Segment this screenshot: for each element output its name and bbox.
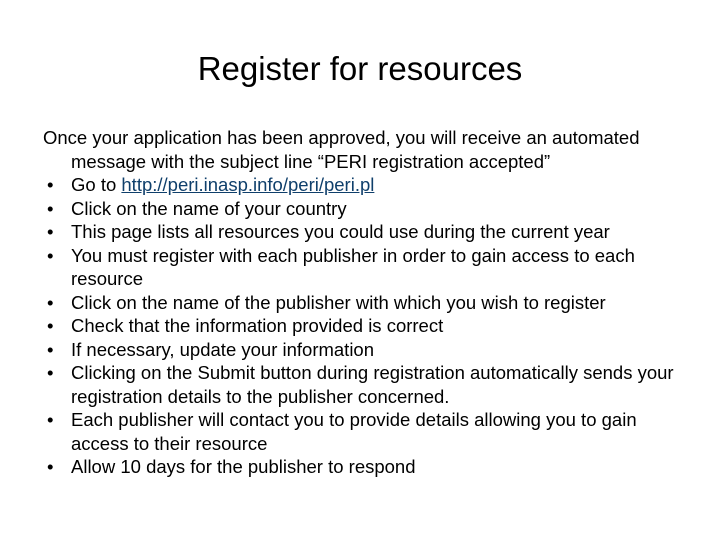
list-item (43, 455, 683, 479)
list-item (43, 408, 683, 455)
list-item-goto (43, 173, 683, 197)
bullet-icon: • (47, 409, 54, 430)
bullet-icon: • (47, 338, 54, 360)
bullet-icon: • (47, 174, 54, 195)
bullet-icon: • (47, 362, 54, 383)
peri-link[interactable]: http://peri.inasp.info/peri/peri.pl (121, 174, 375, 195)
bullet-icon: • (47, 197, 54, 219)
bullet-icon: • (47, 456, 54, 477)
list-item (43, 361, 683, 408)
list-item-text: You must register with each publisher in order to gain access to each resource (71, 244, 635, 289)
list-item (43, 244, 683, 291)
list-item-text: Allow 10 days for the publisher to respond (71, 456, 416, 477)
bullet-icon: • (47, 291, 54, 313)
bullet-list (43, 173, 683, 479)
goto-prefix: Go to (71, 174, 122, 195)
slide-body (43, 126, 683, 479)
list-item (43, 220, 683, 244)
list-item (43, 338, 683, 362)
list-item-text: Clicking on the Submit button during registration automatically sends your registration details to the publisher concerned. (71, 362, 674, 407)
list-item-text: This page lists all resources you could use during the current year (71, 221, 610, 242)
list-item (43, 197, 683, 221)
list-item (43, 314, 683, 338)
list-item-text: Check that the information provided is correct (71, 315, 444, 336)
intro-text: Once your application has been approved, you will receive an automated message with the subject line “PERI registration accepted” (43, 127, 640, 172)
bullet-icon: • (47, 315, 54, 336)
list-item (43, 291, 683, 315)
bullet-icon: • (47, 221, 54, 242)
slide-title: Register for resources (197, 50, 523, 87)
list-item-text: Each publisher will contact you to provide details allowing you to gain access to their resource (71, 409, 637, 454)
list-item-text: Click on the name of the publisher with which you wish to register (71, 291, 606, 313)
list-item-text: If necessary, update your information (71, 338, 375, 360)
bullet-icon: • (47, 244, 54, 266)
list-item-text: Click on the name of your country (71, 197, 347, 219)
